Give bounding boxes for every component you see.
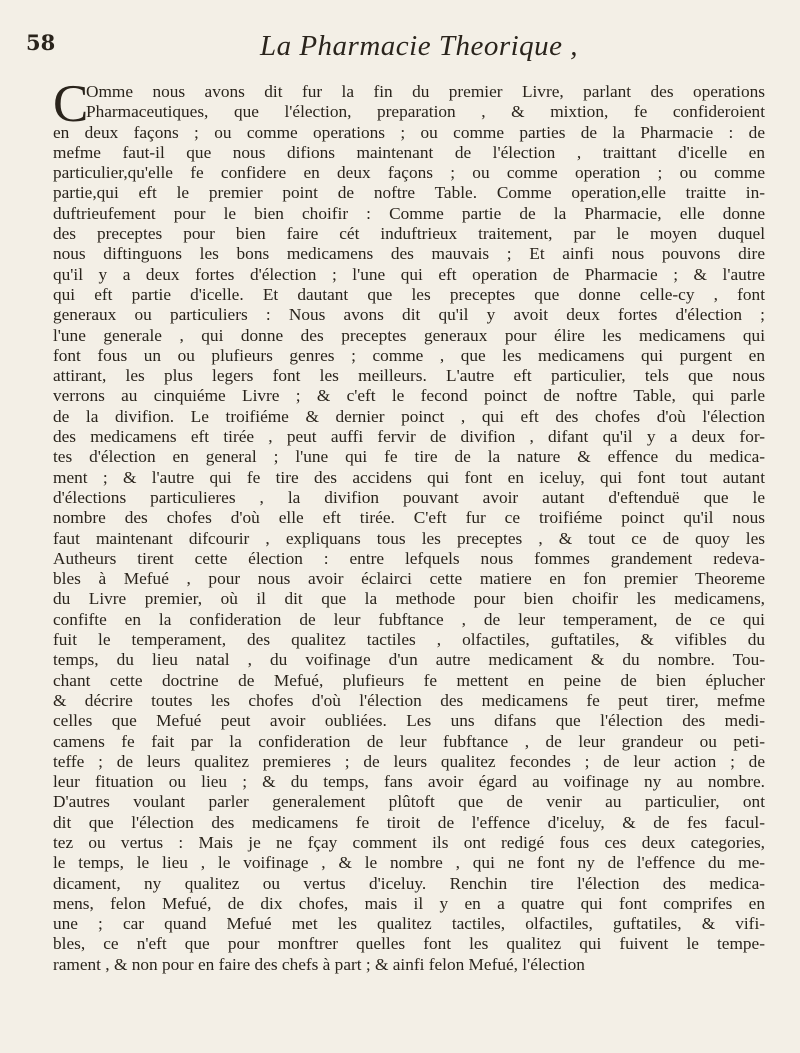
- text-line: chant cette doctrine de Mefué, plufieurs fe mettent en peine de bien éplucher: [53, 670, 765, 690]
- text-line: temps, du lieu natal , du voifinage d'un autre medicament & du nombre. Tou-: [53, 650, 765, 670]
- text-line: Autheurs tirent cette élection : entre lefquels nous fommes grandement redeva-: [53, 548, 765, 568]
- text-line: dicament, ny qualitez ou vertus d'iceluy. Renchin tire l'élection des medica-: [53, 873, 765, 893]
- text-line: faut maintenant difcourir , expliquans tous les preceptes , & tout ce de quoy les: [53, 528, 765, 548]
- text-line: des medicamens eft tirée , peut auffi fervir de divifion , difant qu'il y a deux for-: [53, 427, 765, 447]
- text-line: font fous un ou plufieurs genres ; comme , que les medicamens qui purgent en: [53, 345, 765, 365]
- text-line: fuit le temperament, des qualitez tactiles , olfactiles, guftatiles, & vifibles du: [53, 630, 765, 650]
- text-line: bles, ce n'eft que pour monftrer quelles font les qualitez qui fuivent le tempe-: [53, 934, 765, 954]
- text-line: d'élections particulieres , la divifion pouvant avoir autant d'eftenduë que le: [53, 487, 765, 507]
- text-line: l'une generale , qui donne des preceptes generaux pour élire les medicamens qui: [53, 325, 765, 345]
- text-line: verrons au cinquiéme Livre ; & c'eft le fecond poinct de noftre Table, qui parle: [53, 386, 765, 406]
- text-line: mens, felon Mefué, de dix chofes, mais il y en a quatre qui font comprifes en: [53, 893, 765, 913]
- text-line: du Livre premier, où il dit que la methode pour bien choifir les medicamens,: [53, 589, 765, 609]
- text-line: D'autres voulant parler generalement plûtoft que de venir au particulier, ont: [53, 792, 765, 812]
- text-line: bles à Mefué , pour nous avoir éclairci cette matiere en fon premier Theoreme: [53, 569, 765, 589]
- text-line: camens fe fait par la confideration de leur fubftance , de leur grandeur ou peti-: [53, 731, 765, 751]
- body-text: [53, 75, 765, 975]
- text-line: Omme nous avons dit fur la fin du premier Livre, parlant des operations: [86, 82, 765, 101]
- text-line: le temps, le lieu , le voifinage , & le nombre , qui ne font ny de l'effence du me-: [53, 853, 765, 873]
- text-line: teffe ; de leurs qualitez premieres ; de leurs qualitez fecondes ; de leur action ; de: [53, 751, 765, 771]
- text-line: confifte en la confideration de leur fubftance , de leur temperament, de ce qui: [53, 609, 765, 629]
- drop-cap: C: [53, 75, 89, 133]
- text-line: tez ou vertus : Mais je ne fçay comment ils ont redigé fous ces deux categories,: [53, 832, 765, 852]
- text-line: particulier,qu'elle fe confidere en deux façons ; ou comme operation ; ou comme: [53, 163, 765, 183]
- text-line: rament , & non pour en faire des chefs à part ; & ainfi felon Mefué, l'élection: [53, 954, 585, 974]
- text-line: tes d'élection en general ; l'une qui fe tire de la nature & effence du medica-: [53, 447, 765, 467]
- text-line: leur fituation ou lieu ; & du temps, fans avoir égard au voifinage ny au nombre.: [53, 772, 765, 792]
- running-title: La Pharmacie Theorique ,: [259, 30, 579, 62]
- text-line: generaux ou particuliers : Nous avons dit qu'il y avoit deux fortes d'élection ;: [53, 305, 765, 325]
- text-line: de la divifion. Le troifiéme & dernier poinct , qui eft des chofes d'où l'élection: [53, 406, 765, 426]
- text-line: en deux façons ; ou comme operations ; ou comme parties de la Pharmacie : de: [53, 122, 765, 142]
- page-header: [98, 30, 740, 74]
- text-line: qu'il y a deux fortes d'élection ; l'une qui eft operation de Pharmacie ; & l'autre: [53, 264, 765, 284]
- text-line: Pharmaceutiques, que l'élection, preparation , & mixtion, fe confideroient: [86, 102, 765, 122]
- text-line: des preceptes pour bien faire cét induftrieux traitement, par le moyen duquel: [53, 224, 765, 244]
- text-line: attirant, les plus legers font les meilleurs. L'autre eft particulier, tels que nous: [53, 366, 765, 386]
- text-line: partie,qui eft le premier point de noftre Table. Comme operation,elle traitte in-: [53, 183, 765, 203]
- text-line: & décrire toutes les chofes d'où l'élection des medicamens fe peut tirer, mefme: [53, 690, 765, 710]
- text-line: ment ; & l'autre qui fe tire des accidens qui font en iceluy, qui font tout autant: [53, 467, 765, 487]
- text-line: dit que l'élection des medicamens fe tiroit de l'effence d'iceluy, & de fes facul-: [53, 812, 765, 832]
- text-line: nombre des chofes d'où elle eft tirée. C'eft fur ce troifiéme poinct qu'il nous: [53, 508, 765, 528]
- text-line: nous diftinguons les bons medicamens des mauvais ; Et ainfi nous pouvons dire: [53, 244, 765, 264]
- text-line: qui eft partie d'icelle. Et dautant que les preceptes que donne celle-cy , font: [53, 284, 765, 304]
- text-line: celles que Mefué peut avoir oubliées. Les uns difans que l'élection des medi-: [53, 711, 765, 731]
- page-number: 58: [26, 30, 56, 55]
- text-line: duftrieufement pour le bien choifir : Comme partie de la Pharmacie, elle donne: [53, 203, 765, 223]
- text-line: mefme faut-il que nous difions maintenant de l'élection , traittant d'icelle en: [53, 142, 765, 162]
- text-line: une ; car quand Mefué met les qualitez tactiles, olfactiles, guftatiles, & vifi-: [53, 914, 765, 934]
